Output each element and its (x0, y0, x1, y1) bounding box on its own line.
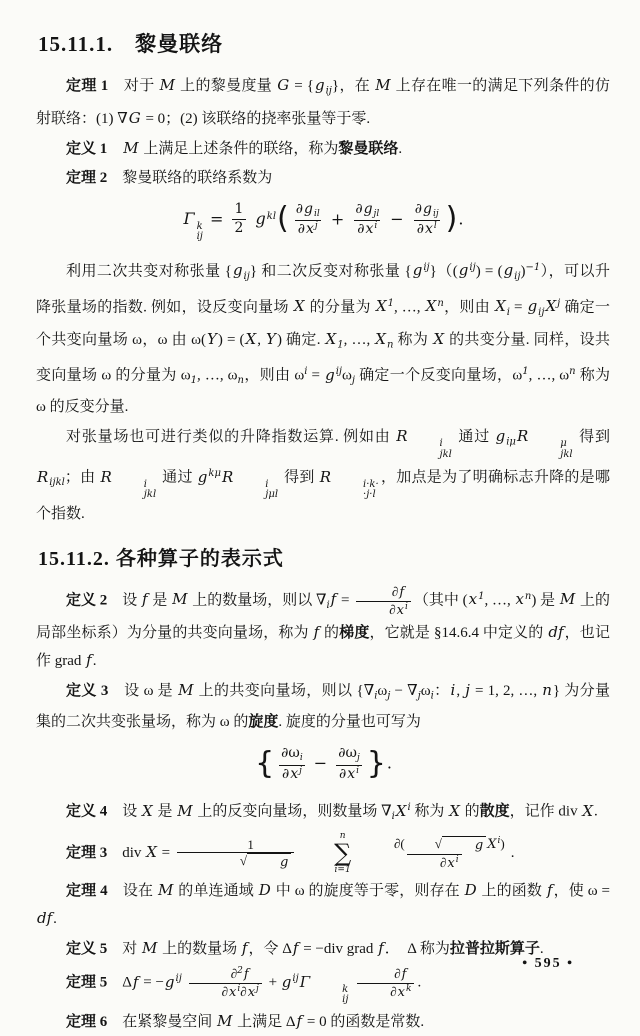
definition-3-paragraph: 定义 3 设 ω 是 M 上的共变向量场，则以 {$\nabla_i\omega_j - \nabla_j\omega_i$：i, j = 1, 2, …, n} 为分量集的二次共变张量场，称为 ω 的旋度. 旋度的分量也可写为 (36, 680, 611, 731)
definition-5-paragraph: 定义 5 对 M 上的数量场 f，令 Δf = −div grad f． Δ 称为拉普拉斯算子. (66, 939, 544, 958)
section-heading-operators: 15.11.2. 各种算子的表示式 (38, 547, 284, 570)
definition-1-paragraph: 定义 1 M 上满足上述条件的联络，称为黎曼联络. (66, 138, 403, 157)
curl-components-formula: { $\frac{\partial\omega_i}{\partial x^j}$ − $\frac{\partial\omega_j}{\partial x^i}$ }. (255, 745, 392, 782)
page-number: • 595 • (522, 956, 574, 971)
theorem-2-paragraph: 定理 2 黎曼联络的联络系数为 (66, 169, 273, 186)
tensor-index-paragraph: 对张量场也可进行类似的升降指数运算. 例如由 R i jkl 通过 $g_{i\mu}R$ μ jkl 得到 $R_{ijkl}$；由 R i jkl 通过 $g^{k\mu}R$ i jμl 得到 R i·k· ·j·l ，加点是为了明确标志升降的是哪个指数. (36, 427, 614, 522)
raise-lower-indices-paragraph: 利用二次共变对称张量 $\{g_{ij}\}$ 和二次反变对称张量 $\{g^{ij}\}((g^{ij}) = (g_{ij})^{-1})$，可以升降张量场的指数. 例如，设反变向量场 X 的分量为 $X^1$, …, $X^n$，则由 $X_i = g_{ij}X^j$ 确定一个共变向量场 ω，ω 由 ω(Y) = (X, Y) 确定. $X_1$, …, $X_n$ 称为 X 的共变分量. 同样，设共变向量场 ω 的分量为 $\omega_1$, …, $\omega_n$，则由 $\omega^i = g^{ij}\omega_j$ 确定一个反变向量场，$\omega^1$, …, $\omega^n$ 称为 ω 的反变分量. (36, 261, 614, 416)
section-heading-riemann-connection: 15.11.1. 黎曼联络 (38, 32, 224, 56)
theorem-6-paragraph: 定理 6 在紧黎曼空间 M 上满足 Δf = 0 的函数是常数. (66, 1011, 425, 1030)
christoffel-symbols-formula: Γ k ij = $\frac{1}{2}$ $g^{kl}$( $\partial g_{il}$ $\partial x^j$ + $\partial g_{jl}$ $\partial x^i$ − $\partial g_{ij}$ $\partial x^l$ ). (183, 200, 464, 243)
theorem-1-paragraph: 定理 1 对于 M 上的黎曼度量 $G = \{g_{ij}\}$，在 M 上存在唯一的满足下列条件的仿射联络：(1) ∇G = 0；(2) 该联络的挠率张量等于零. (36, 76, 610, 127)
definition-4-paragraph: 定义 4 设 X 是 M 上的反变向量场，则数量场 $\nabla_iX^i$ 称为 X 的散度，记作 div X. (66, 801, 598, 823)
definition-2-paragraph: 定义 2 设 f 是 M 上的数量场，则以 $\nabla_if$ = $\frac{\partial f}{\partial x^i}$ （其中 ($x^1$, …, $x^n$) 是 M 上的局部坐标系）为分量的共变向量场，称为 f 的梯度，它就是 §14.6.4 中定义的 df，也记作 grad f. (36, 583, 610, 669)
theorem-4-paragraph: 定理 4 设在 M 的单连通域 D 中 ω 的旋度等于零，则存在 D 上的函数 f，使 ω = df. (37, 881, 614, 928)
theorem-5-paragraph: 定理 5 $\Delta f = -g^{ij}$ $\frac{\partial^2f}{\partial x^i\partial x^j}$ + $g^{ij}\Gamma$ k ij $\frac{\partial f}{\partial x^k}$ . (66, 966, 422, 1006)
theorem-3-paragraph: 定理 3 div X = 1 √ g n ∑ i=1 ∂( √ g $X^i$) $\partial x^i$ . (66, 831, 515, 876)
